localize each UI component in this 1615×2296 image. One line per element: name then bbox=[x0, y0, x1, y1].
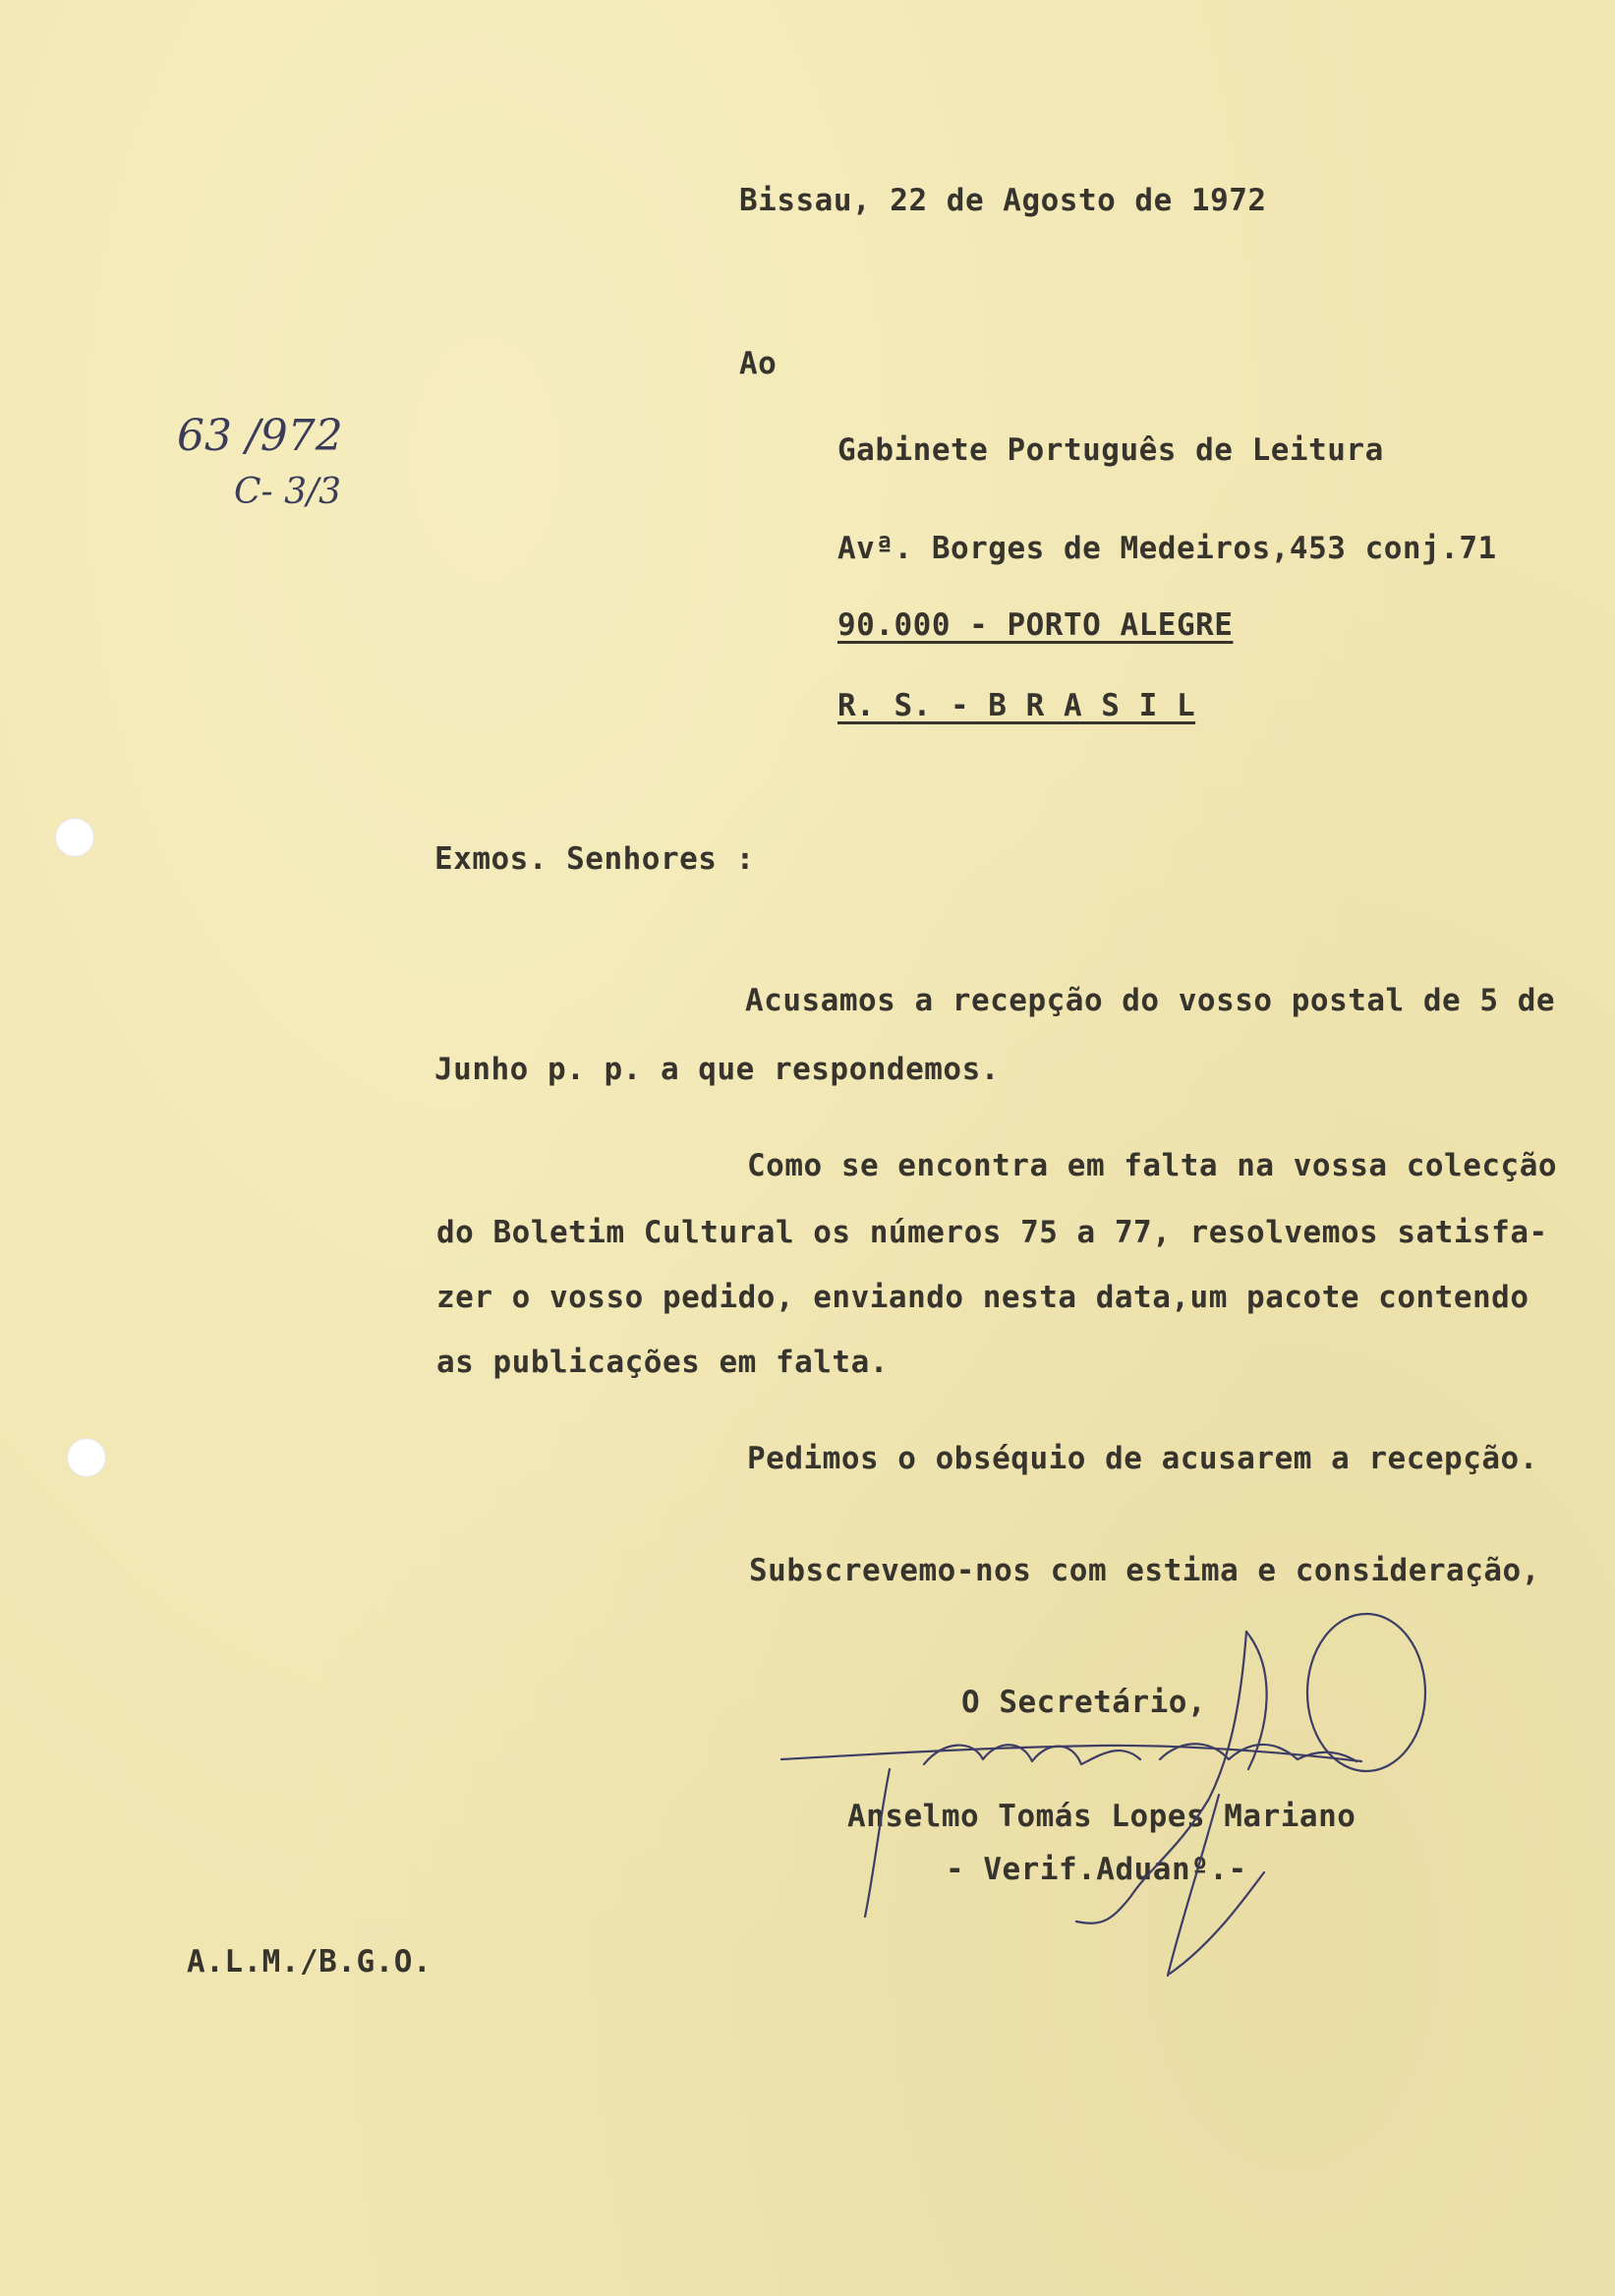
typist-initials: A.L.M./B.G.O. bbox=[187, 1944, 433, 1980]
recipient-country: R. S. - B R A S I L bbox=[837, 688, 1196, 723]
closing: Subscrevemo-nos com estima e consideração, bbox=[749, 1553, 1540, 1588]
signer-name: Anselmo Tomás Lopes Mariano bbox=[847, 1799, 1356, 1834]
paragraph-1-line-2: Junho p. p. a que respondemos. bbox=[434, 1052, 1000, 1087]
file-code: C- 3/3 bbox=[234, 472, 342, 512]
signer-role: - Verif.Aduanº.- bbox=[946, 1852, 1247, 1887]
salutation: Exmos. Senhores : bbox=[434, 841, 755, 877]
paragraph-3: Pedimos o obséquio de acusarem a recepção. bbox=[747, 1441, 1538, 1476]
paragraph-2-line-3: zer o vosso pedido, enviando nesta data,um pacote contendo bbox=[436, 1280, 1529, 1315]
paragraph-2-line-2: do Boletim Cultural os números 75 a 77, resolvemos satisfa- bbox=[436, 1215, 1548, 1250]
paragraph-2-line-4: as publicações em falta. bbox=[436, 1345, 889, 1380]
recipient-city: 90.000 - PORTO ALEGRE bbox=[837, 607, 1234, 643]
paragraph-1-line-1: Acusamos a recepção do vosso postal de 5 de bbox=[745, 983, 1556, 1018]
signer-title: O Secretário, bbox=[961, 1685, 1207, 1720]
recipient-prefix: Ao bbox=[739, 346, 778, 381]
reference-number: 63 /972 bbox=[177, 411, 343, 461]
recipient-street: Avª. Borges de Medeiros,453 conj.71 bbox=[837, 531, 1497, 566]
place-date: Bissau, 22 de Agosto de 1972 bbox=[739, 183, 1267, 218]
recipient-name: Gabinete Português de Leitura bbox=[837, 432, 1384, 468]
paragraph-2-line-1: Como se encontra em falta na vossa colecção bbox=[747, 1148, 1558, 1183]
